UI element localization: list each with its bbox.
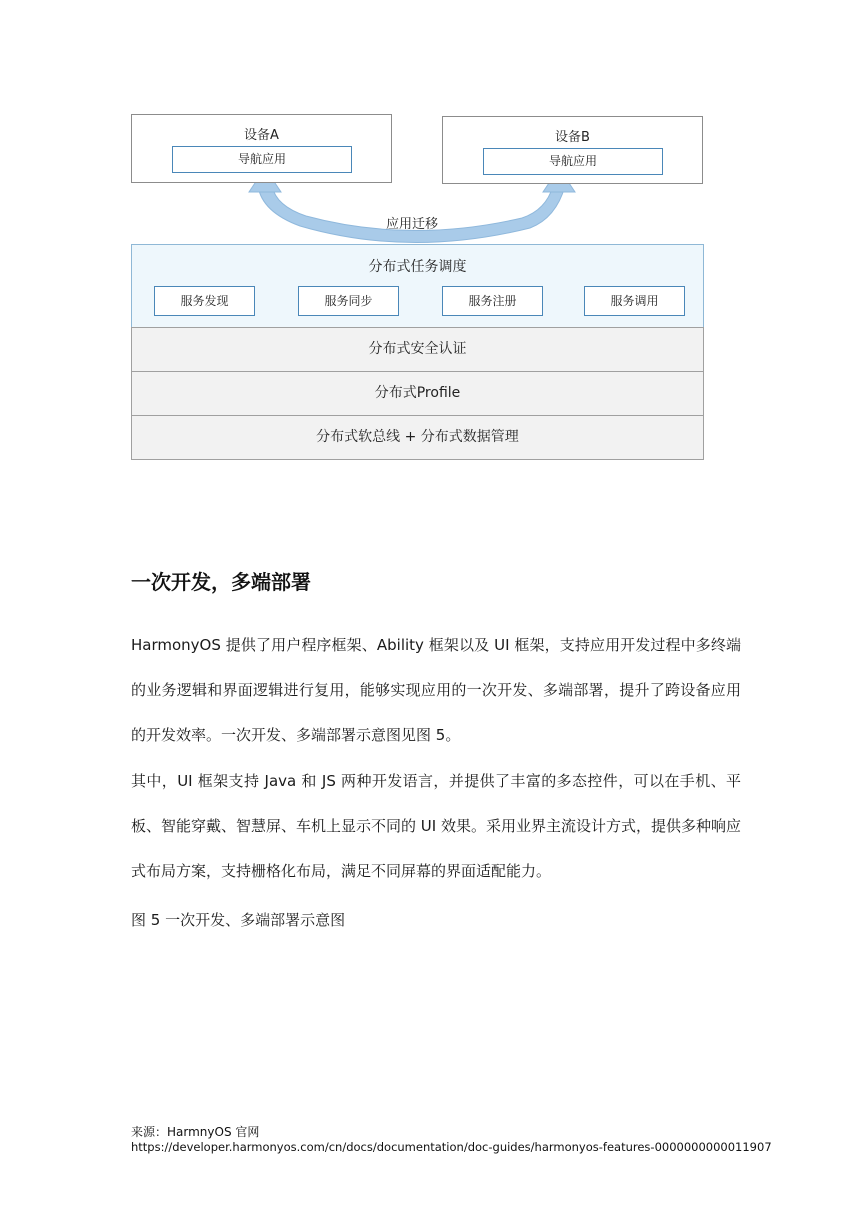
softbus-data-layer: 分布式软总线 + 分布式数据管理: [131, 415, 704, 460]
service-discovery-box: 服务发现: [154, 286, 255, 316]
service-sync-box: 服务同步: [298, 286, 399, 316]
device-b-box: [442, 116, 703, 184]
scheduler-title: 分布式任务调度: [368, 259, 467, 275]
device-b-app: 导航应用: [483, 148, 663, 175]
migration-label: 应用迁移: [385, 217, 438, 232]
source-label: 来源：HarmnyOS 官网: [131, 1125, 260, 1139]
figure-caption: 图 5 一次开发、多端部署示意图: [131, 911, 346, 929]
paragraph-2: 其中，UI 框架支持 Java 和 JS 两种开发语言，并提供了丰富的多态控件，可以在手机、平板、智能穿戴、智慧屏、车机上显示不同的 UI 效果。采用业界主流设计方式，提供多种响应式布局方案，支持栅格化布局，满足不同屏幕的界面适配能力。: [131, 772, 741, 880]
source-url[interactable]: https://developer.harmonyos.com/cn/docs/documentation/doc-guides/harmonyos-features-0000000000011907: [131, 1140, 772, 1154]
profile-layer: 分布式Profile: [131, 371, 704, 416]
device-a-box: [131, 114, 392, 183]
paragraph-1: HarmonyOS 提供了用户程序框架、Ability 框架以及 UI 框架，支持应用开发过程中多终端的业务逻辑和界面逻辑进行复用，能够实现应用的一次开发、多端部署，提升了跨设备应用的开发效率。一次开发、多端部署示意图见图 5。: [131, 636, 741, 744]
section-heading: 一次开发，多端部署: [131, 570, 311, 594]
device-a-title: 设备A: [244, 128, 279, 143]
task-scheduler-layer: [131, 244, 704, 328]
service-invoke-box: 服务调用: [584, 286, 685, 316]
security-auth-layer: 分布式安全认证: [131, 327, 704, 372]
device-a-app: 导航应用: [172, 146, 352, 173]
device-b-title: 设备B: [555, 130, 590, 145]
service-register-box: 服务注册: [442, 286, 543, 316]
